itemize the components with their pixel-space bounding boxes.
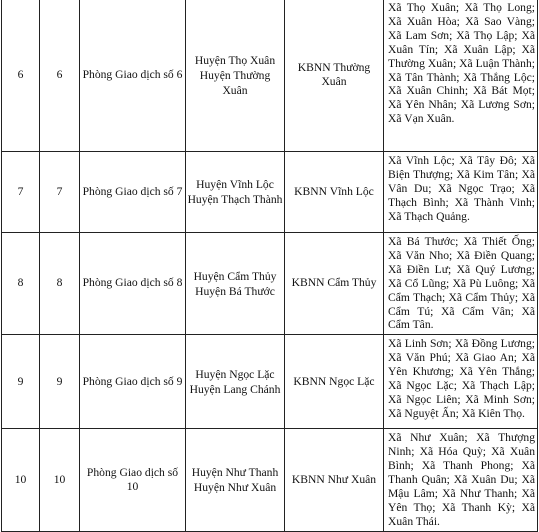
communes-cell: Xã Bá Thước; Xã Thiết Ống; Xã Văn Nho; Xã Điền Quang; Xã Điền Lư; Xã Quý Lương; Xã Cổ Lũng; Xã Pù Luông; Xã Cẩm Thạch; Xã Cẩm Thủy; Xã Cẩm Tú; Xã Cẩm Vân; Xã Cẩm Tân. bbox=[384, 233, 538, 335]
communes-cell: Xã Vĩnh Lộc; Xã Tây Đô; Xã Biện Thượng; Xã Kim Tân; Xã Vân Du; Xã Ngọc Trạo; Xã Thạch Bình; Xã Thành Vinh; Xã Thạch Quảng. bbox=[384, 152, 538, 233]
row-index-cell: 6 bbox=[2, 0, 40, 152]
district-name: Huyện Vĩnh Lộc bbox=[196, 178, 274, 191]
treasury-cell: KBNN Thường Xuân bbox=[285, 0, 384, 152]
district-name: Huyện Cẩm Thủy bbox=[193, 269, 277, 283]
districts-cell bbox=[186, 335, 285, 429]
agency-cell: Phòng Giao dịch số 7 bbox=[80, 152, 186, 233]
treasury-cell: KBNN Cẩm Thủy bbox=[285, 233, 384, 335]
district-name: Huyện Như Xuân bbox=[193, 481, 277, 495]
treasury-cell: KBNN Như Xuân bbox=[285, 429, 384, 531]
districts-cell bbox=[186, 0, 285, 152]
agency-cell: Phòng Giao dịch số 10 bbox=[80, 429, 186, 531]
district-name: Huyện Lang Chánh bbox=[189, 382, 281, 396]
table-row bbox=[2, 429, 538, 531]
districts-cell bbox=[186, 233, 285, 335]
district-name: Huyện Ngọc Lặc bbox=[195, 367, 275, 381]
table-row bbox=[2, 0, 538, 152]
table-row bbox=[2, 152, 538, 233]
agency-cell: Phòng Giao dịch số 8 bbox=[80, 233, 186, 335]
communes-cell: Xã Thọ Xuân; Xã Thọ Long; Xã Xuân Hòa; Xã Sao Vàng; Xã Lam Sơn; Xã Thọ Lập; Xã Xuân Tín; Xã Xuân Lập; Xã Thường Xuân; Xã Luận Thành; Xã Tân Thành; Xã Thắng Lộc; Xã Xuân Chinh; Xã Bát Mọt; Xã Yên Nhân; Xã Lương Sơn; Xã Vạn Xuân. bbox=[384, 0, 538, 152]
office-number-cell: 10 bbox=[40, 429, 80, 531]
row-index-cell: 7 bbox=[2, 152, 40, 233]
table-row bbox=[2, 335, 538, 429]
table-row bbox=[2, 233, 538, 335]
agency-cell: Phòng Giao dịch số 9 bbox=[80, 335, 186, 429]
district-name: Huyện Thọ Xuân bbox=[194, 53, 276, 67]
row-index-cell: 8 bbox=[2, 233, 40, 335]
office-number-cell: 7 bbox=[40, 152, 80, 233]
district-name: Huyện Thạch Thành bbox=[187, 193, 283, 206]
treasury-cell: KBNN Ngọc Lặc bbox=[285, 335, 384, 429]
transaction-office-table bbox=[1, 0, 538, 532]
districts-cell bbox=[186, 429, 285, 531]
district-name: Huyện Bá Thước bbox=[195, 284, 275, 298]
district-name: Huyện Như Thanh bbox=[191, 466, 279, 480]
communes-cell: Xã Như Xuân; Xã Thượng Ninh; Xã Hóa Quỳ; Xã Xuân Bình; Xã Thanh Phong; Xã Thanh Quân; Xã Xuân Du; Xã Mậu Lâm; Xã Như Thanh; Xã Yên Thọ; Xã Thanh Kỳ; Xã Xuân Thái. bbox=[384, 429, 538, 531]
row-index-cell: 10 bbox=[2, 429, 40, 531]
office-number-cell: 6 bbox=[40, 0, 80, 152]
district-name: Huyện Thường Xuân bbox=[199, 68, 271, 97]
communes-cell: Xã Linh Sơn; Xã Đồng Lương; Xã Văn Phú; Xã Giao An; Xã Yên Khương; Xã Yên Thắng; Xã Ngọc Lặc; Xã Thạch Lập; Xã Ngọc Liên; Xã Minh Sơn; Xã Nguyệt Ấn; Xã Kiên Thọ. bbox=[384, 335, 538, 429]
office-number-cell: 9 bbox=[40, 335, 80, 429]
agency-cell: Phòng Giao dịch số 6 bbox=[80, 0, 186, 152]
districts-cell bbox=[186, 152, 285, 233]
treasury-cell: KBNN Vĩnh Lộc bbox=[285, 152, 384, 233]
office-number-cell: 8 bbox=[40, 233, 80, 335]
row-index-cell: 9 bbox=[2, 335, 40, 429]
